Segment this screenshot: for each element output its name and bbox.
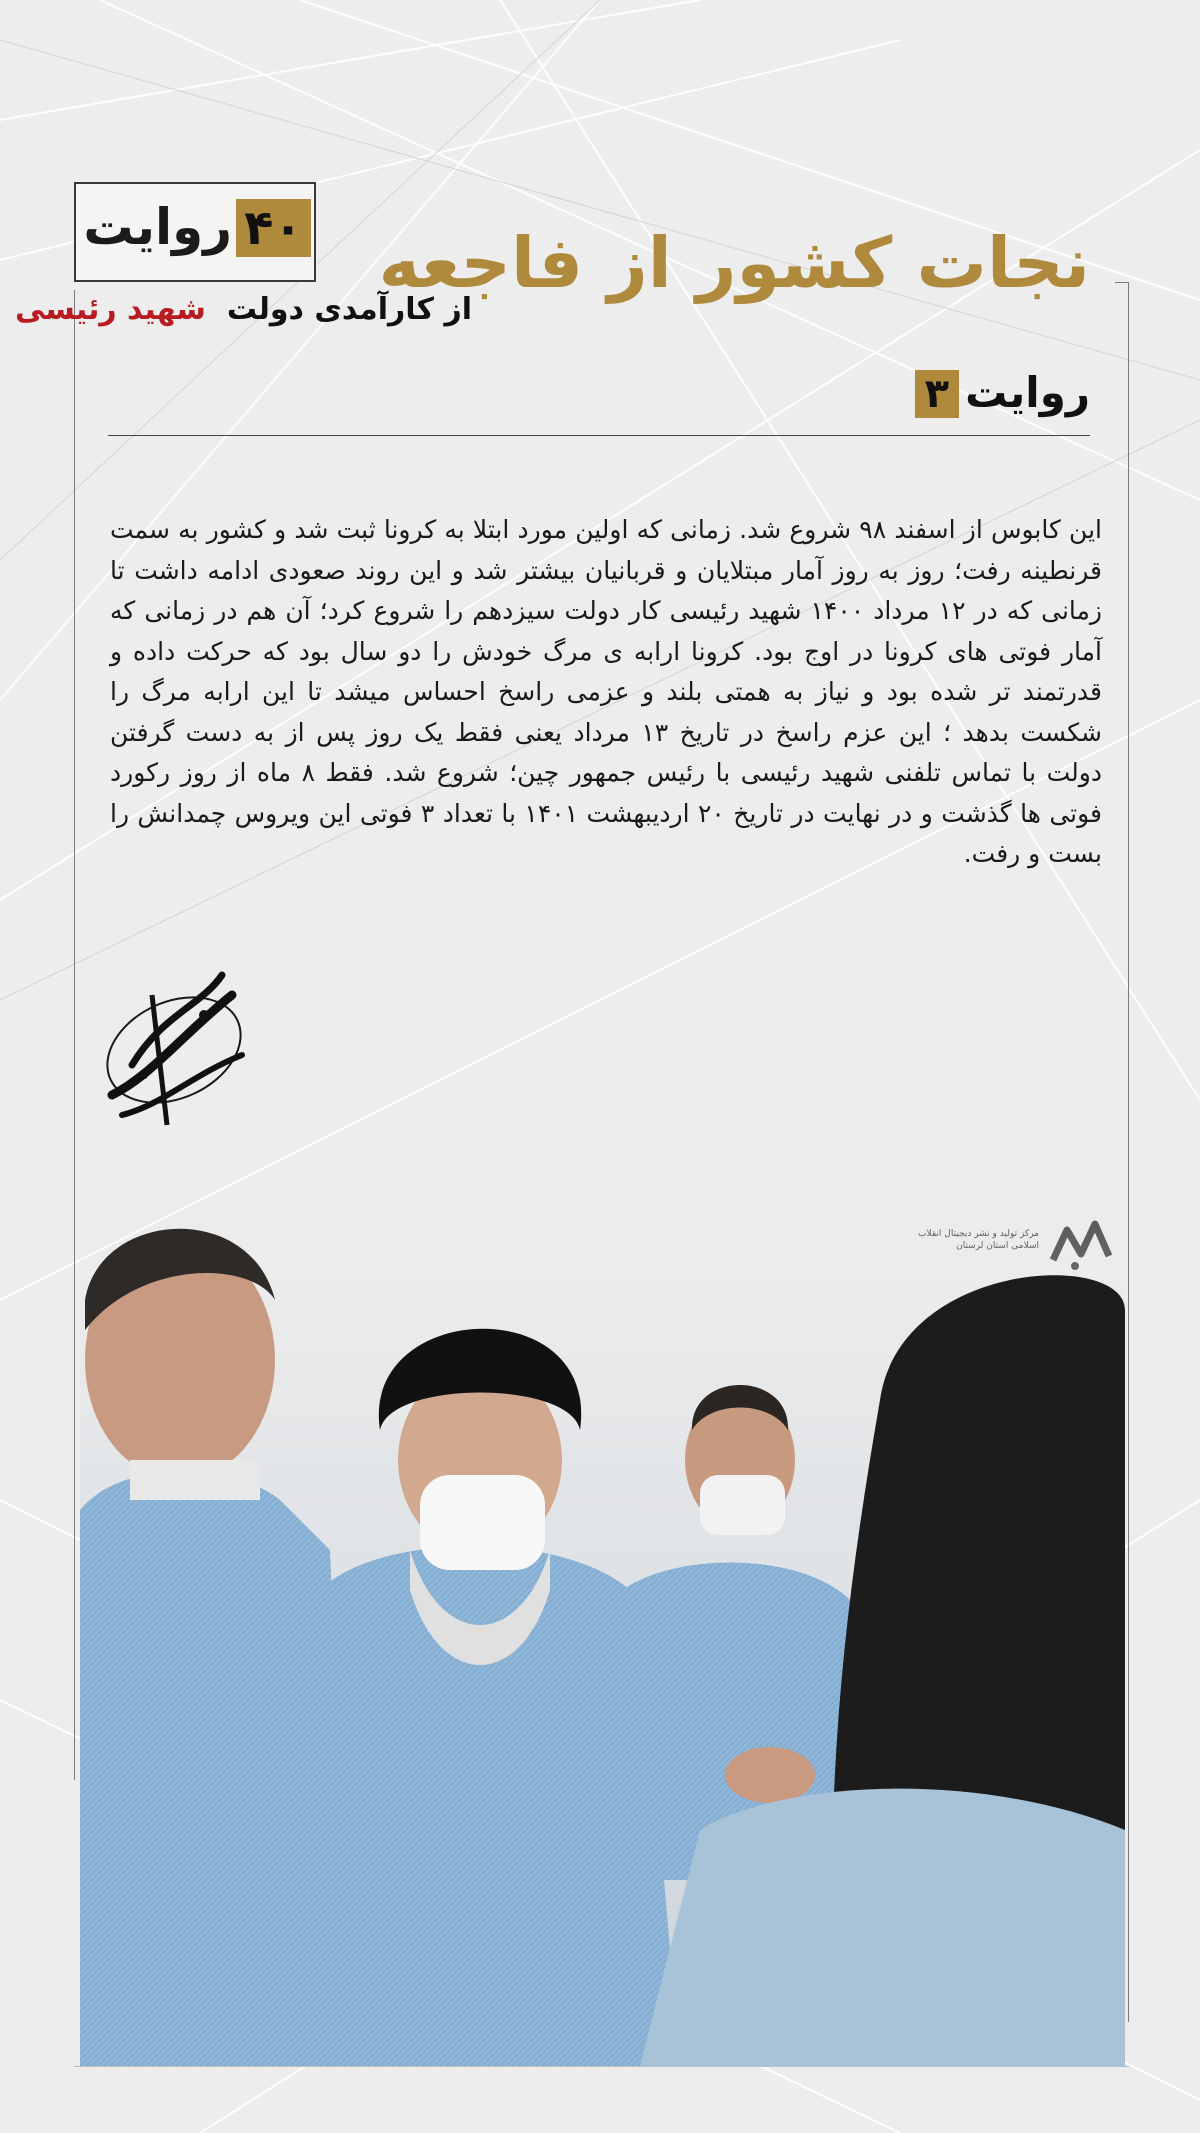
story-label (880, 368, 1090, 418)
subtitle-highlight: شهید رئیسی (14, 292, 206, 327)
frame-bottom-line (74, 2066, 1129, 2067)
story-body: این کابوس از اسفند ۹۸ شروع شد. زمانی که اولین مورد ابتلا به کرونا ثبت شد و کشور به سمت قرنطینه رفت؛ روز به روز آمار مبتلایان و قربانیان بیشتر شد و این روند صعودی ادامه داشت تا زمانی که در ۱۲ مرداد ۱۴۰۰ شهید رئیسی کار دولت سیزدهم را شروع کرد؛ آن هم در زمانی که آمار فوتی های کرونا در اوج بود. کرونا ارابه ی مرگ خودش را دو سال بود که حرکت داده و قدرتمند تر شده بود و نیاز به همتی بلند و عزمی راسخ احساس میشد تا این ارابه مرگ را شکست بدهد ؛ این عزم راسخ در تاریخ ۱۳ مرداد یعنی فقط یک روز پس از به دست گرفتن دولت با تماس تلفنی شهید رئیسی با رئیس جمهور چین؛ شروع شد. فقط ۸ ماه از روز رکورد فوتی ها گذشت و در نهایت در تاریخ ۲۰ اردیبهشت ۱۴۰۱ با تعداد ۳ فوتی این ویروس چمدانش را بست و رفت. (110, 515, 1103, 868)
frame-left-line (74, 290, 75, 1780)
series-badge-label: روایت (83, 198, 233, 256)
story-label-text: روایت (965, 368, 1090, 417)
series-badge-number: ۴۰ (236, 199, 311, 257)
hospital-photo (80, 1130, 1125, 2066)
frame-right-tick (1115, 282, 1129, 283)
story-number: ۳ (915, 370, 959, 418)
series-badge (74, 182, 316, 282)
frame-right-line (1128, 282, 1129, 2022)
title-divider (108, 435, 1090, 436)
series-badge-text (76, 198, 318, 257)
subtitle-prefix: از کارآمدی دولت (226, 292, 472, 327)
calligraphy-logo-icon (92, 955, 252, 1135)
page-title: نجات کشور از فاجعه (378, 222, 1090, 304)
